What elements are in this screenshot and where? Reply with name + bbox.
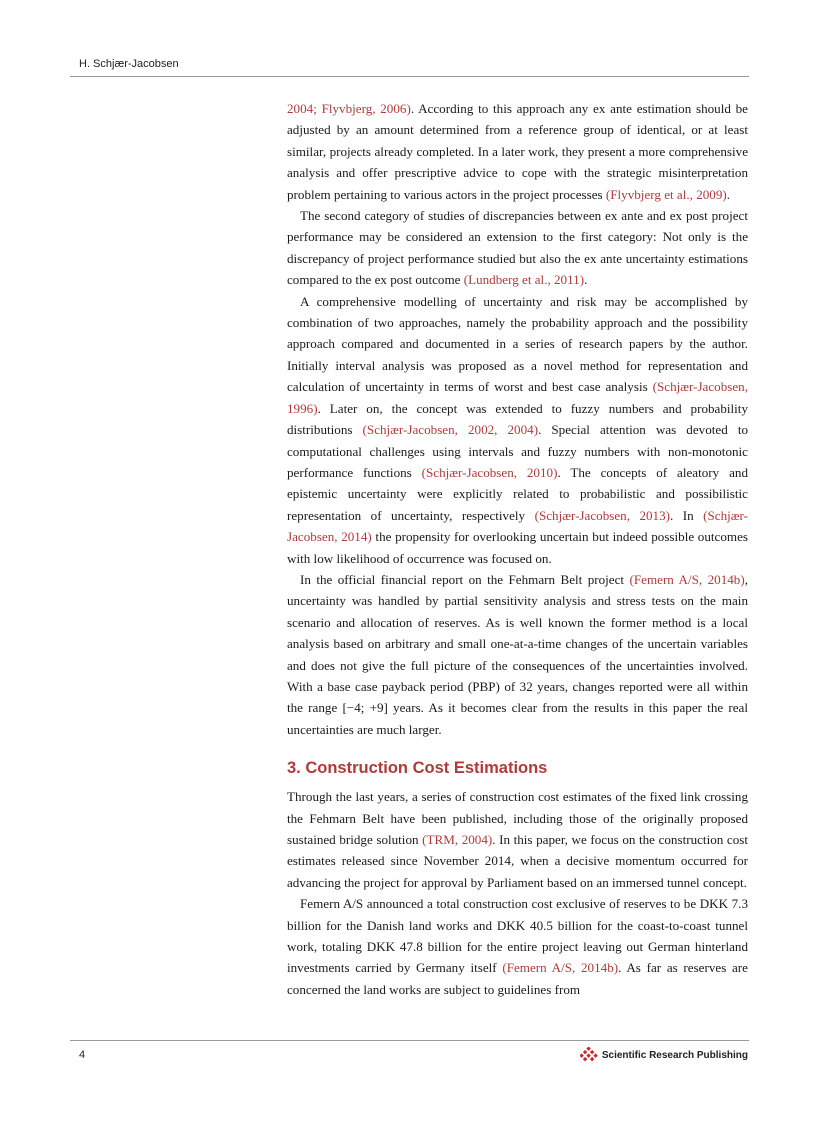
paragraph-text: . Special attention was devoted to computational challenges using intervals and fuzzy numbers with non-monotonic performance functions (287, 422, 748, 480)
paragraph-text: , uncertainty was handled by partial sensitivity analysis and stress tests on the main scenario and allocation of reserves. As is well known the former method is a local analysis based on arbitrary and small one-at-a-time changes of the uncertain variables and does not give the full picture of the consequences of the uncertainties involved. With a base case payback period (PBP) of 32 years, changes reported were all within the range [−4; +9] years. As it becomes clear from the results in this paper the real uncertainties are much larger. (287, 571, 748, 737)
paragraph-6 (287, 893, 748, 1000)
paragraph-text: . (726, 186, 731, 202)
paragraph-text: A comprehensive modelling of uncertainty and risk may be accomplished by combination of two approaches, namely the probability approach and the possibility approach compared and documented in a series of research papers by the author. Initially interval analysis was proposed as a novel method for representation and calculation of uncertainty in terms of worst and best case analysis (287, 293, 748, 395)
paragraph-text: the propensity for overlooking uncertain but indeed possible outcomes with low likelihood of occurrence was focused on. (287, 529, 748, 566)
citation-link[interactable]: (Femern A/S, 2014b) (502, 960, 619, 976)
citation-link[interactable]: (TRM, 2004) (422, 832, 493, 847)
page-number: 4 (79, 1049, 86, 1061)
citation-link[interactable]: (Femern A/S, 2014b) (629, 571, 745, 587)
main-text (287, 98, 748, 1000)
paragraph-3 (287, 291, 748, 569)
citation-link[interactable]: (Schjær-Jacobsen, 2013) (534, 507, 670, 523)
paragraph-text: . In (670, 507, 704, 523)
paragraph-4 (287, 569, 748, 740)
header-rule (70, 76, 749, 77)
footer-rule (70, 1040, 749, 1041)
citation-link[interactable]: (Schjær-Jacobsen, 2010) (421, 464, 558, 480)
paragraph-text: . As far as reserves are concerned the land works are subject to guidelines from (287, 960, 748, 997)
citation-link[interactable]: (Schjær-Jacobsen, 2014) (287, 507, 748, 545)
section-heading: 3. Construction Cost Estimations (287, 759, 548, 778)
paragraph-1 (287, 98, 748, 205)
publisher-logo-icon (580, 1047, 598, 1063)
paragraph-text: . In this paper, we focus on the construction cost estimates released since November 2014, when a decisive momentum occurred for advancing the project for approval by Parliament based on an immersed tunnel concept. (287, 832, 748, 890)
paragraph-text: In the official financial report on the Fehmarn Belt project (300, 571, 630, 587)
citation-link[interactable]: (Schjær-Jacobsen, 2002, 2004) (362, 422, 539, 438)
citation-link[interactable]: 2004; Flyvbjerg, 2006) (287, 101, 411, 116)
running-head: H. Schjær-Jacobsen (79, 58, 179, 70)
citation-link[interactable]: (Lundberg et al., 2011) (463, 272, 585, 288)
publisher-name: Scientific Research Publishing (601, 1049, 748, 1061)
citation-link[interactable]: (Flyvbjerg et al., 2009) (605, 186, 727, 202)
paragraph-text: . (584, 272, 588, 288)
paragraph-text: The second category of studies of discrepancies between ex ante and ex post project performance may be considered an extension to the first category: Not only is the discrepancy of project performance studied but also the ex ante uncertainty estimations compared to the ex post outcome (287, 208, 748, 288)
paragraph-text: Femern A/S announced a total construction cost exclusive of reserves to be DKK 7.3 billion for the Danish land works and DKK 40.5 billion for the coast-to-coast tunnel work, totaling DKK 47.8 billion for the entire project leaving out German hinterland investments carried by Germany itself (287, 896, 748, 976)
paragraph-text: . The concepts of aleatory and epistemic uncertainty were explicitly related to probabilistic and possibilistic representation of uncertainty, respectively (287, 464, 748, 523)
citation-link[interactable]: (Schjær-Jacobsen, 1996) (287, 379, 748, 416)
paragraph-text: . Later on, the concept was extended to fuzzy numbers and probability distributions (287, 400, 748, 438)
publisher-brand (580, 1047, 748, 1063)
paragraph-2 (287, 205, 748, 291)
paragraph-text: . According to this approach any ex ante estimation should be adjusted by an amount determined from a reference group of identical, or at least similar, projects already completed. In a later work, they present a more comprehensive analysis and offer prescriptive advice to cope with the strategic misinterpretation problem pertaining to various actors in the project processes (287, 101, 748, 202)
paragraph-text: Through the last years, a series of construction cost estimates of the fixed link crossing the Fehmarn Belt have been published, including those of the originally proposed sustained bridge solution (287, 789, 748, 847)
paragraph-5 (287, 786, 748, 893)
